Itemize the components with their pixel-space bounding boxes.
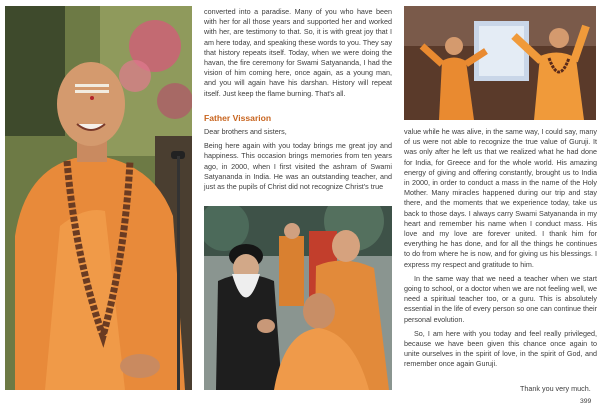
paragraph-3: So, I am here with you today and feel really privileged, because we have been given this chance once again to unite ourselves in the spirit of love, in the spirit of God, and remember once again Guruji. [404,328,597,369]
text-column-middle-top [204,7,392,99]
paragraph-2: In the same way that we need a teacher when we start going to school, or a doctor when we are not feeling well, we need a spiritual teacher too, or a guru. This is absolutely essential in the life of every person so one can continue their personal evolution. [404,273,597,324]
photo-father-vissarion-greeting [204,206,392,390]
closing-thanks: Thank you very much. [520,384,591,393]
text-column-right [404,127,597,370]
salutation: Dear brothers and sisters, [204,127,287,136]
text-column-middle-speech [204,127,392,192]
section-heading: Father Vissarion [204,113,272,123]
photo-swami-portrait [5,6,192,390]
paragraph-1-start: Being here again with you today brings me great joy and happiness. This occasion brings memories from ten years ago, in 2000, when I first visited the ashram of Swami Satyananda in India. He was an outstanding teacher, and just as the pupils of Christ did not recognize Christ's true [204,141,392,192]
photo-dancing-swamis [404,6,596,120]
paragraph-intro: converted into a paradise. Many of you who have been with her for all those years and supported her and worked with her, are testimony to that. So, it is with great joy that I am here today, and speaking these words to you. They say that history repeats itself. Today, when we were doing the havan, the fire ceremony for Swami Satyananda, I had the vision of him coming here, once again, as a young man, and you will again have his darshan. History will repeat itself. Just keep the flame burning. That's all. [204,7,392,98]
page-number: 399 [580,398,592,405]
paragraph-1-continued: value while he was alive, in the same way, I could say, many of us were not able to recognize the true value of Guruji. It was only after he left us that we realized what he had done for India, for Greece and for the whole world. His amazing energy of giving and offering constantly, brought us to India in 2000, in order to conduct a mass in the name of the Holy Mother. Many miracles happened during our trip and stay there, and the moments that we experience today, take us back to those days. I always carry Swami Satyananda in my heart and remember his name when I conduct mass. His love and my love are forever united. I thank him for everything he has done, and for all the things he continues to do from where he is now, and for giving us his blessings. I express my respect and gratitude to him. [404,127,597,269]
